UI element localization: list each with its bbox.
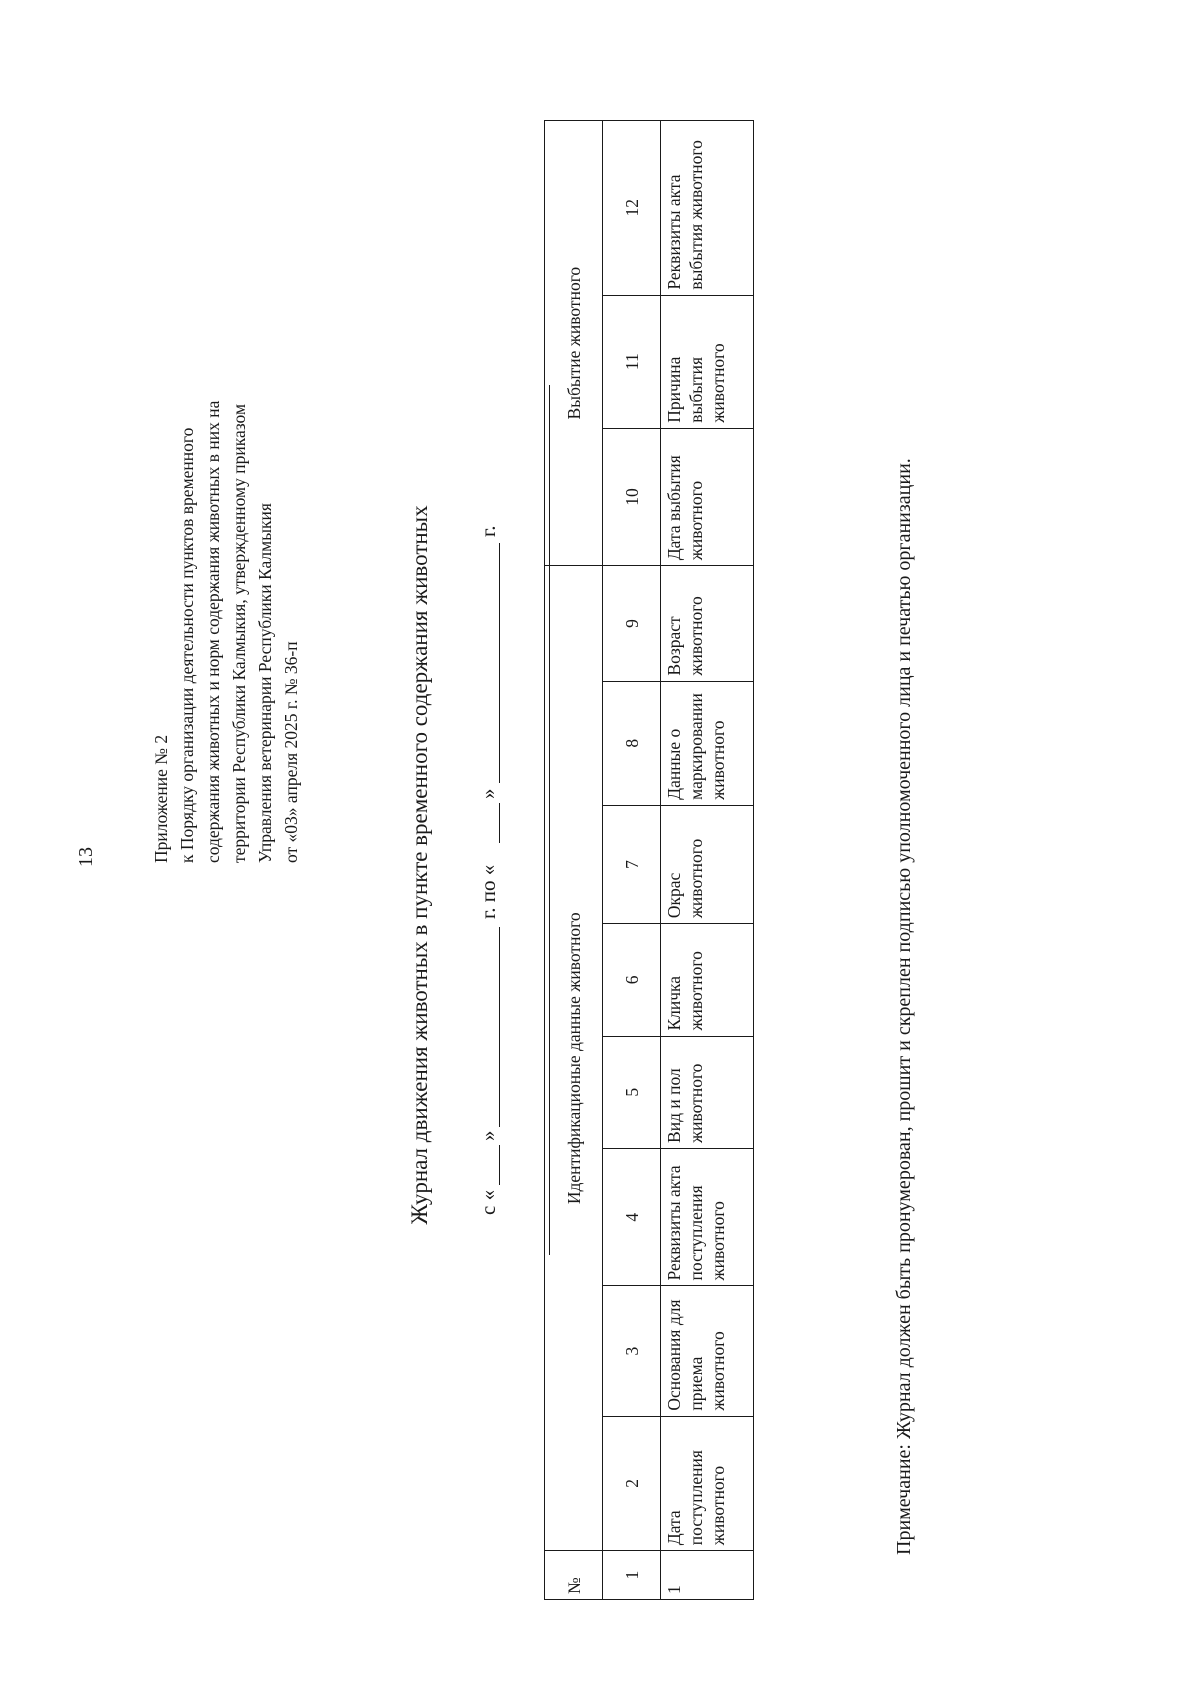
column-number: 5: [603, 1036, 661, 1148]
appendix-caption: [148, 3, 304, 863]
column-number: 7: [603, 805, 661, 923]
column-number: 9: [603, 566, 661, 681]
period-line: [473, 365, 507, 1265]
period-blank-day-from: [499, 1145, 500, 1185]
appendix-line: Управления ветеринарии Республики Калмыкия: [255, 503, 275, 863]
table-group-header-row: [545, 121, 603, 1600]
period-quote-close: »: [476, 1130, 500, 1141]
table-cell-arrival-act: Реквизиты акта поступления животного: [661, 1148, 754, 1286]
period-mid: г. по «: [476, 864, 500, 919]
exit-group-header: Выбытие животного: [545, 121, 603, 566]
table-row: [661, 121, 754, 1600]
column-number: 3: [603, 1286, 661, 1416]
column-number: 10: [603, 428, 661, 566]
table-cell-arrival-date: Дата поступления животного: [661, 1416, 754, 1551]
period-blank-month-from: [499, 927, 500, 1127]
no-header: №: [545, 1551, 603, 1600]
table-cell-color: Окрас животного: [661, 805, 754, 923]
period-from-prefix: с «: [476, 1189, 500, 1215]
appendix-line: содержания животных и норм содержания животных в них на: [203, 400, 223, 863]
column-number: 1: [603, 1551, 661, 1600]
period-blank-day-to: [499, 803, 500, 843]
appendix-line: Приложение № 2: [151, 734, 171, 863]
column-number: 4: [603, 1148, 661, 1286]
column-number: 11: [603, 295, 661, 428]
table-cell-nickname: Кличка животного: [661, 924, 754, 1036]
column-number: 2: [603, 1416, 661, 1551]
journal-note: Примечание: Журнал должен быть пронумерован, прошит и скреплен подписью уполномоченного лица и печатью организации.: [893, 458, 915, 1555]
table-cell-admission-basis: Основания для приема животного: [661, 1286, 754, 1416]
journal-title: Журнал движения животных в пункте временного содержания животных: [407, 505, 432, 1225]
appendix-line: от «03» апреля 2025 г. № 36-п: [281, 641, 301, 863]
table-cell-exit-date: Дата выбытия животного: [661, 428, 754, 566]
column-number: 6: [603, 924, 661, 1036]
period-blank-month-to: [499, 543, 500, 783]
appendix-line: к Порядку организации деятельности пунктов временного: [177, 427, 197, 863]
table-cell-exit-reason: Причина выбытия животного: [661, 295, 754, 428]
period-quote-close: »: [476, 788, 500, 799]
table-cell-marking: Данные о маркировании животного: [661, 681, 754, 805]
period-end: г.: [476, 525, 500, 537]
column-number: 12: [603, 121, 661, 296]
page-number: 13: [75, 847, 97, 867]
column-number: 8: [603, 681, 661, 805]
table-column-number-row: [603, 121, 661, 1600]
table-cell-species-sex: Вид и пол животного: [661, 1036, 754, 1148]
journal-table: [544, 120, 754, 1600]
table-cell-age: Возраст животного: [661, 566, 754, 681]
table-cell-exit-act: Реквизиты акта выбытия животного: [661, 121, 754, 296]
row-number: 1: [661, 1551, 754, 1600]
appendix-line: территории Республики Калмыкия, утвержденному приказом: [229, 403, 249, 863]
ident-group-header: Идентификационые данные животного: [545, 566, 603, 1551]
